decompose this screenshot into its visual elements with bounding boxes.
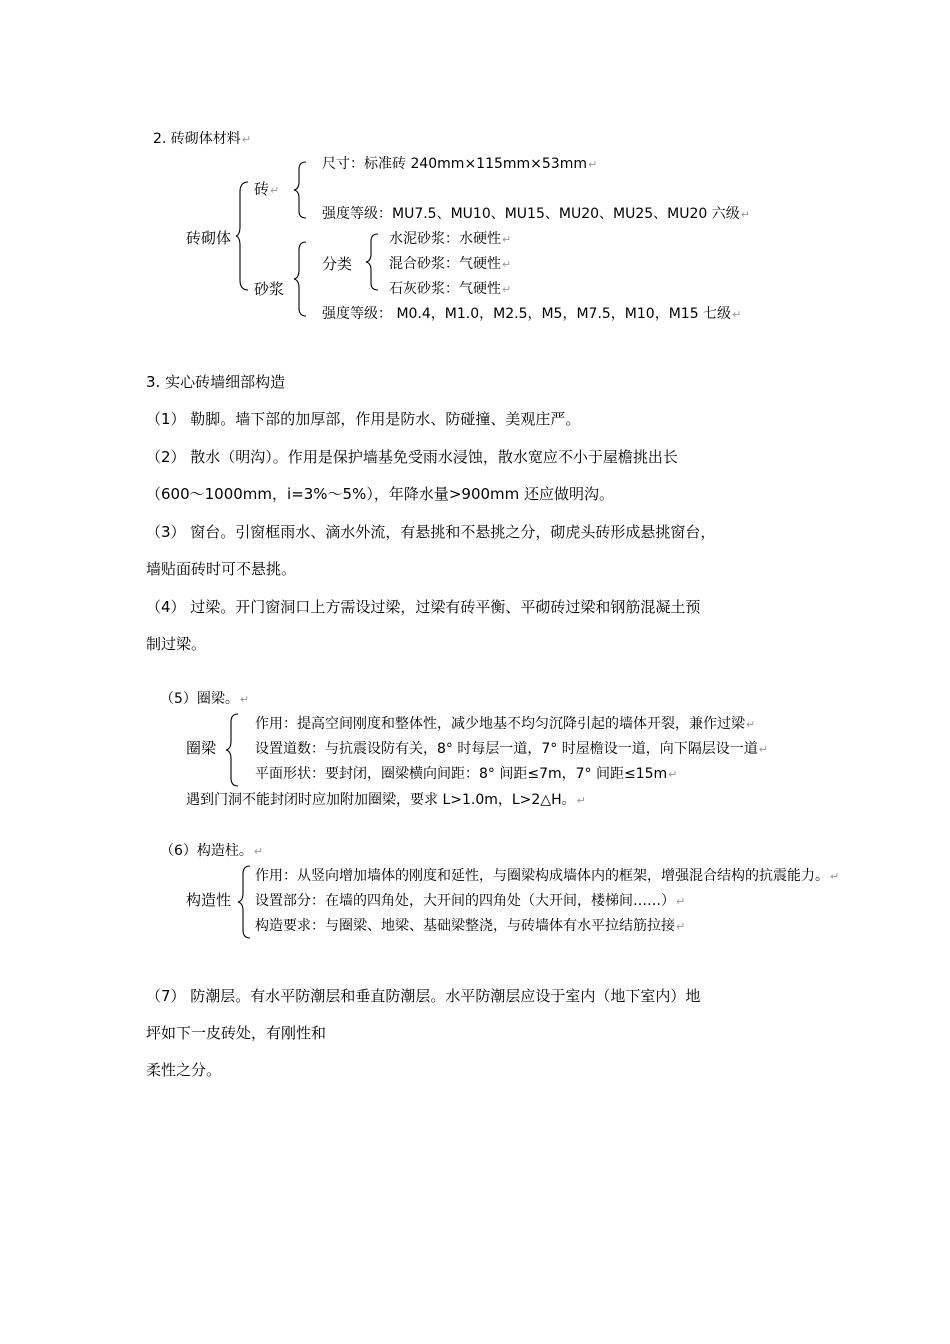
ringbeam-title: （5）圈梁。↵ (160, 691, 250, 707)
mortar-category-label: 分类 (322, 255, 353, 273)
paragraph-mark-icon: ↵ (676, 920, 686, 933)
paragraph-mark-icon: ↵ (502, 233, 512, 246)
section3-title: 3. 实心砖墙细部构造 (146, 373, 286, 391)
ringbeam-item: 平面形状：要封闭，圈梁横向间距：8° 间距≤7m，7° 间距≤15m↵ (255, 766, 678, 782)
ringbeam-item: 设置道数：与抗震设防有关，8° 时每层一道，7° 时屋檐设一道，向下隔层设一道↵ (255, 741, 768, 757)
mortar-label: 砂浆 (254, 280, 285, 298)
paragraph-mark-icon: ↵ (241, 133, 252, 146)
section2-title: 2. 砖砌体材料↵ (153, 131, 252, 147)
paragraph-mark-icon: ↵ (502, 283, 512, 296)
paragraph-mark-icon: ↵ (758, 743, 768, 756)
paragraph-mark-icon: ↵ (830, 870, 840, 883)
paragraph-mark-icon: ↵ (253, 845, 264, 858)
masonry-root-label: 砖砌体 (186, 229, 232, 247)
paragraph-mark-icon: ↵ (668, 768, 678, 781)
column-item: 设置部分：在墙的四角处，大开间的四角处（大开间，楼梯间……）↵ (255, 893, 686, 909)
dampproof-line1: （7） 防潮层。有水平防潮层和垂直防潮层。水平防潮层应设于室内（地下室内）地 (146, 987, 701, 1005)
column-root-label: 构造性 (186, 891, 232, 909)
mortar-grade: 强度等级： M0.4，M1.0，M2.5，M5，M7.5，M10，M15 七级↵ (322, 306, 742, 322)
paragraph-mark-icon: ↵ (740, 208, 750, 221)
mortar-type-item: 水泥砂浆：水硬性↵ (389, 231, 512, 247)
brick-brace-icon (294, 160, 308, 220)
ringbeam-brace-icon (226, 712, 240, 788)
mortar-type-brace-icon (366, 232, 380, 292)
brick-label: 砖↵ (254, 180, 280, 198)
ringbeam-root-label: 圈梁 (186, 739, 217, 757)
ringbeam-note: 遇到门洞不能封闭时应加附加圈梁，要求 L>1.0m，L>2△H。↵ (186, 792, 586, 808)
ringbeam-item: 作用：提高空间刚度和整体性，减少地基不均匀沉降引起的墙体开裂，兼作过梁↵ (255, 716, 756, 732)
paragraph-plinth: （1） 勒脚。墙下部的加厚部，作用是防水、防碰撞、美观庄严。 (146, 410, 581, 428)
paragraph-mark-icon: ↵ (576, 794, 586, 807)
brick-grade: 强度等级：MU7.5、MU10、MU15、MU20、MU25、MU20 六级↵ (322, 206, 750, 222)
mortar-type-item: 石灰砂浆：气硬性↵ (389, 281, 512, 297)
paragraph-mark-icon: ↵ (746, 718, 756, 731)
paragraph-sill-line1: （3） 窗台。引窗框雨水、滴水外流，有悬挑和不悬挑之分，砌虎头砖形成悬挑窗台， (146, 523, 716, 541)
paragraph-mark-icon: ↵ (239, 693, 250, 706)
brick-size: 尺寸：标准砖 240mm×115mm×53mm↵ (322, 156, 598, 172)
paragraph-apron-line1: （2） 散水（明沟）。作用是保护墙基免受雨水浸蚀，散水宽应不小于屋檐挑出长 (146, 448, 678, 466)
column-item: 构造要求：与圈梁、地梁、基础梁整浇，与砖墙体有水平拉结筋拉接↵ (255, 918, 686, 934)
dampproof-line3: 柔性之分。 (146, 1061, 222, 1079)
paragraph-lintel-line2: 制过梁。 (146, 635, 207, 653)
paragraph-mark-icon: ↵ (732, 308, 742, 321)
paragraph-mark-icon: ↵ (270, 184, 280, 197)
column-title: （6）构造柱。↵ (160, 843, 264, 859)
paragraph-mark-icon: ↵ (502, 258, 512, 271)
paragraph-lintel-line1: （4） 过梁。开门窗洞口上方需设过梁，过梁有砖平衡、平砌砖过梁和钢筋混凝土预 (146, 598, 701, 616)
paragraph-mark-icon: ↵ (588, 158, 598, 171)
paragraph-sill-line2: 墙贴面砖时可不悬挑。 (146, 560, 297, 578)
masonry-brace-icon (236, 180, 250, 292)
column-brace-icon (238, 864, 252, 940)
mortar-brace-icon (294, 240, 308, 318)
dampproof-line2: 坪如下一皮砖处，有刚性和 (146, 1024, 327, 1042)
paragraph-apron-line2: （600～1000mm，i=3%～5%），年降水量>900mm 还应做明沟。 (146, 485, 615, 503)
column-item: 作用：从竖向增加墙体的刚度和延性，与圈梁构成墙体内的框架，增强混合结构的抗震能力。↵ (255, 868, 840, 884)
mortar-type-item: 混合砂浆：气硬性↵ (389, 256, 512, 272)
paragraph-mark-icon: ↵ (676, 895, 686, 908)
